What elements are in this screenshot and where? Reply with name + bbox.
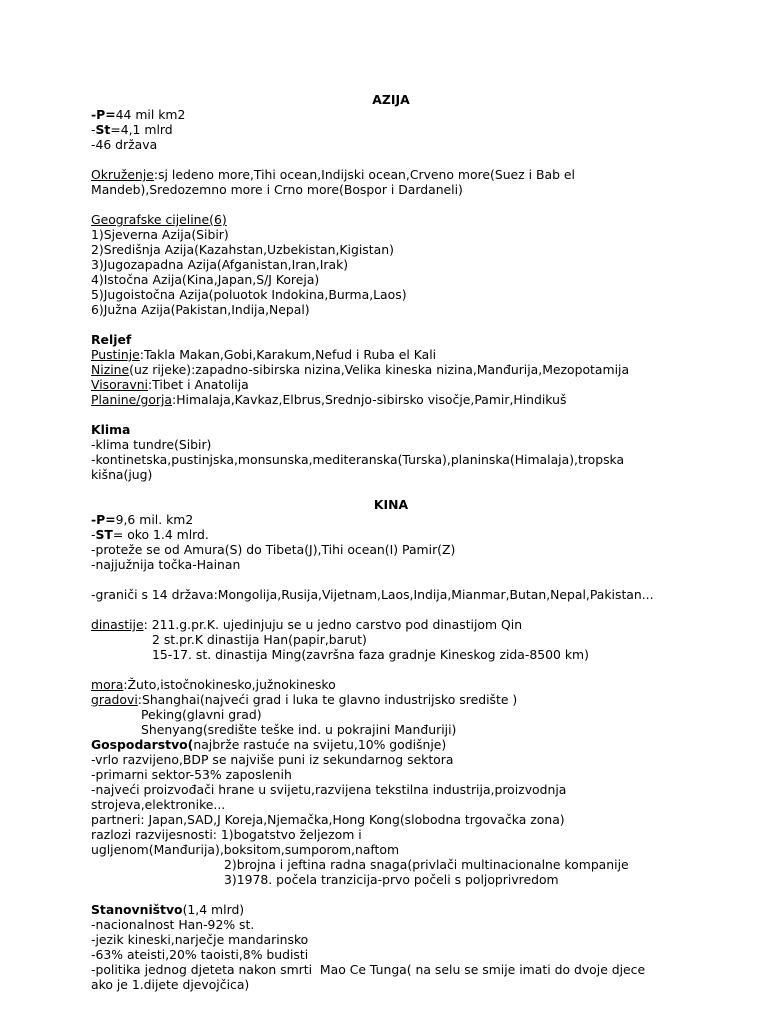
gospodarstvo-line: razlozi razvijesnosti: 1)bogatstvo željezom i <box>91 827 362 842</box>
area-label: -P= <box>91 107 116 122</box>
klima-line: kišna(jug) <box>91 467 153 482</box>
population-value: =4,1 mlrd <box>110 122 173 137</box>
cjeline-item: 6)Južna Azija(Pakistan,Indija,Nepal) <box>91 302 310 317</box>
gospodarstvo-subtitle: najbrže rastuće na svijetu,10% godišnje) <box>193 737 447 752</box>
stanovnistvo-line: ako je 1.dijete djevojčica) <box>91 977 250 992</box>
dinastije-label: dinastije <box>91 617 144 632</box>
gradovi-line-3: Shenyang(središte teške ind. u pokrajini Manđuriji) <box>141 722 457 737</box>
dinastije-line-2: 2 st.pr.K dinastija Han(papir,barut) <box>152 632 367 647</box>
stanovnistvo-subtitle: (1,4 mlrd) <box>182 902 245 917</box>
dinastije-text: : 211.g.pr.K. ujedinjuju se u jedno carstvo pod dinastijom Qin <box>143 617 523 632</box>
mora-line <box>91 677 691 692</box>
cjeline-item: 2)Središnja Azija(Kazahstan,Uzbekistan,Kigistan) <box>91 242 394 257</box>
dinastije-line <box>91 617 691 632</box>
cjeline-item: 3)Jugozapadna Azija(Afganistan,Iran,Irak) <box>91 257 349 272</box>
klima-heading: Klima <box>91 422 131 437</box>
razlozi-line-3: 3)1978. počela tranzicija-prvo počeli s poljoprivredom <box>224 872 559 887</box>
mora-text: :Žuto,istočnokinesko,južnokinesko <box>123 677 336 692</box>
population-dash: - <box>91 527 96 542</box>
pustinje-text: :Takla Makan,Gobi,Karakum,Nefud i Ruba el Kali <box>139 347 437 362</box>
okruzenje-line-2: Mandeb),Sredozemno more i Crno more(Bospor i Dardaneli) <box>91 182 463 197</box>
okruzenje-line <box>91 167 691 182</box>
dinastije-line-3: 15-17. st. dinastija Ming(završna faza gradnje Kineskog zida-8500 km) <box>152 647 589 662</box>
mora-label: mora <box>91 677 124 692</box>
gospodarstvo-heading <box>91 737 691 752</box>
planine-line <box>91 392 691 407</box>
stanovnistvo-line: -jezik kineski,narječje mandarinsko <box>91 932 309 947</box>
gradovi-line <box>91 692 691 707</box>
cjeline-heading: Geografske cijeline(6) <box>91 212 227 227</box>
stanovnistvo-line: -nacionalnost Han-92% st. <box>91 917 255 932</box>
azija-population <box>91 122 691 137</box>
azija-countries: -46 država <box>91 137 158 152</box>
cjeline-item: 4)Istočna Azija(Kina,Japan,S/J Koreja) <box>91 272 320 287</box>
population-value: = oko 1.4 mlrd. <box>112 527 209 542</box>
area-value: 44 mil km2 <box>115 107 186 122</box>
klima-line: -kontinetska,pustinjska,monsunska,mediteranska(Turska),planinska(Himalaja),tropska <box>91 452 625 467</box>
gospodarstvo-line: -vrlo razvijeno,BDP se najviše puni iz sekundarnog sektora <box>91 752 454 767</box>
area-value: 9,6 mil. km2 <box>115 512 194 527</box>
cjeline-item: 5)Jugoistočna Azija(poluotok Indokina,Burma,Laos) <box>91 287 407 302</box>
gospodarstvo-title: Gospodarstvo( <box>91 737 194 752</box>
gospodarstvo-line: ugljenom(Manđurija),boksitom,sumporom,naftom <box>91 842 400 857</box>
klima-line: -klima tundre(Sibir) <box>91 437 212 452</box>
azija-area <box>91 107 691 122</box>
kina-borders: -graniči s 14 država:Mongolija,Rusija,Vijetnam,Laos,Indija,Mianmar,Butan,Nepal,Pakistan... <box>91 587 654 602</box>
kina-southmost: -najjužnija točka-Hainan <box>91 557 241 572</box>
gospodarstvo-line: -najveći proizvođači hrane u svijetu,razvijena tekstilna industrija,proizvodnja <box>91 782 567 797</box>
visoravni-label: Visoravni <box>91 377 148 392</box>
nizine-line <box>91 362 691 377</box>
area-label: -P= <box>91 512 116 527</box>
stanovnistvo-line: -63% ateisti,20% taoisti,8% budisti <box>91 947 309 962</box>
okruzenje-text: :sj ledeno more,Tihi ocean,Indijski ocean,Crveno more(Suez i Bab el <box>153 167 575 182</box>
pustinje-line <box>91 347 691 362</box>
azija-title: AZIJA <box>372 92 410 107</box>
stanovnistvo-heading <box>91 902 691 917</box>
gradovi-text: :Shanghai(najveći grad i luka te glavno industrijsko središte ) <box>137 692 518 707</box>
kina-extent: -proteže se od Amura(S) do Tibeta(J),Tihi ocean(I) Pamir(Z) <box>91 542 456 557</box>
population-label: ST <box>95 527 113 542</box>
kina-population <box>91 527 691 542</box>
document-page <box>91 92 691 992</box>
kina-title: KINA <box>373 497 409 512</box>
gospodarstvo-line: strojeva,elektronike... <box>91 797 226 812</box>
reljef-heading: Reljef <box>91 332 132 347</box>
gospodarstvo-line: -primarni sektor-53% zaposlenih <box>91 767 292 782</box>
cjeline-item: 1)Sjeverna Azija(Sibir) <box>91 227 229 242</box>
visoravni-text: :Tibet i Anatolija <box>148 377 249 392</box>
planine-text: :Himalaja,Kavkaz,Elbrus,Srednjo-sibirsko visočje,Pamir,Hindikuš <box>172 392 567 407</box>
stanovnistvo-title: Stanovništvo <box>91 902 183 917</box>
okruzenje-label: Okruženje <box>91 167 154 182</box>
razlozi-line-2: 2)brojna i jeftina radna snaga(privlači multinacionalne kompanije <box>224 857 629 872</box>
stanovnistvo-line: -politika jednog djeteta nakon smrti Mao Ce Tunga( na selu se smije imati do dvoje djece <box>91 962 646 977</box>
planine-label: Planine/gorja <box>91 392 173 407</box>
gospodarstvo-line: partneri: Japan,SAD,J Koreja,Njemačka,Hong Kong(slobodna trgovačka zona) <box>91 812 565 827</box>
pustinje-label: Pustinje <box>91 347 140 362</box>
visoravni-line <box>91 377 691 392</box>
nizine-label: Nizine <box>91 362 130 377</box>
population-dash: - <box>91 122 96 137</box>
nizine-text: (uz rijeke):zapadno-sibirska nizina,Velika kineska nizina,Manđurija,Mezopotamija <box>129 362 630 377</box>
kina-area <box>91 512 691 527</box>
gradovi-line-2: Peking(glavni grad) <box>141 707 262 722</box>
gradovi-label: gradovi <box>91 692 138 707</box>
population-label: St <box>95 122 111 137</box>
